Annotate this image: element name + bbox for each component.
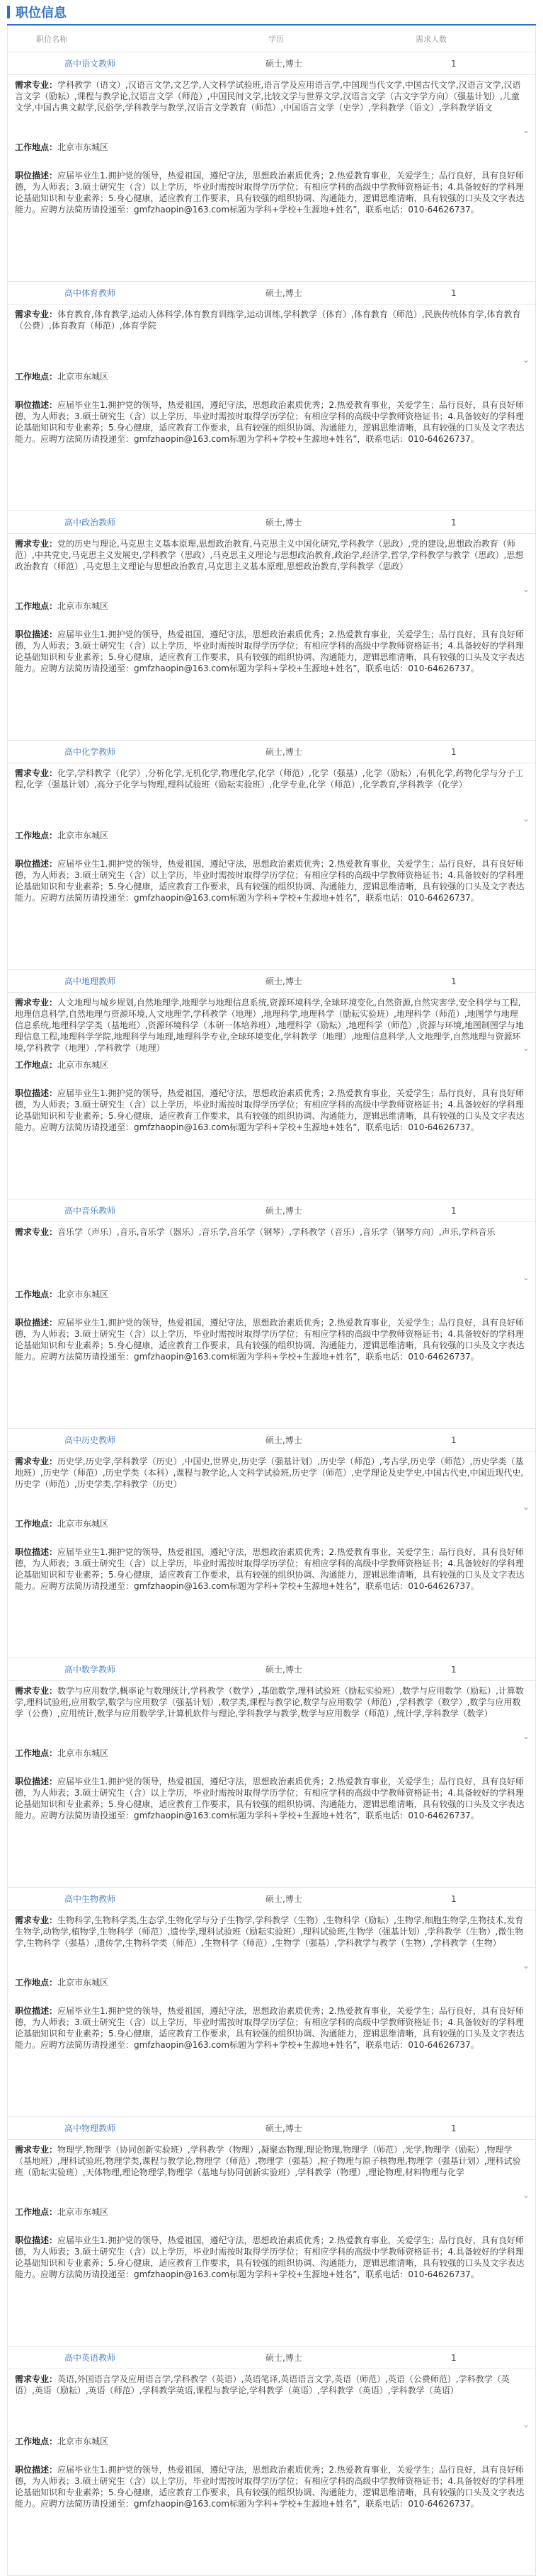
- job-name-link[interactable]: 高中英语教师: [64, 2353, 116, 2363]
- job-majors: [15, 1685, 525, 1743]
- job-description: [15, 1776, 525, 1844]
- job-detail: [8, 763, 535, 926]
- section-header: [7, 0, 536, 25]
- job-majors: [15, 79, 525, 137]
- job-row: [7, 2347, 536, 2576]
- job-row: [7, 1429, 536, 1658]
- job-location: [15, 1977, 525, 1988]
- job-name-link[interactable]: 高中地理教师: [64, 976, 116, 986]
- description-text: 应届毕业生1.拥护党的领导，热爱祖国，遵纪守法，思想政治素质优秀；2.热爱教育事业，关爱学生；品行良好，具有良好师德，为人师表；3.硕士研究生（含）以上学历，毕业时需按时取得学历学位；有相应学科的高级中学教师资格证书；4.具备较好的学科理论基础知识和专业素养；5.身心健康，适应教育工作要求，具有较强的组织协调、沟通能力，逻辑思维清晰，具有较强的口头及文字表达能力。应聘方法简历请投递至：gmfzhaopin@163.com标题为学科+学校+生源地+姓名”，联系电话：010-64626737。: [15, 171, 525, 215]
- description-text: 应届毕业生1.拥护党的领导，热爱祖国，遵纪守法，思想政治素质优秀；2.热爱教育事业，关爱学生；品行良好，具有良好师德，为人师表；3.硕士研究生（含）以上学历，毕业时需按时取得学历学位；有相应学科的高级中学教师资格证书；4.具备较好的学科理论基础知识和专业素养；5.身心健康，适应教育工作要求，具有较强的组织协调、沟通能力，逻辑思维清晰，具有较强的口头及文字表达能力。应聘方法简历请投递至：gmfzhaopin@163.com标题为学科+学校+生源地+姓名”，联系电话：010-64626737。: [15, 1318, 525, 1362]
- job-detail: [8, 1222, 535, 1385]
- chevron-down-icon[interactable]: ⌄: [522, 584, 530, 594]
- job-location: [15, 2206, 525, 2218]
- job-name-link[interactable]: 高中化学教师: [64, 747, 116, 757]
- description-label: 职位描述：: [15, 859, 58, 869]
- job-row-header: [8, 1658, 535, 1681]
- job-education: 硕士,博士: [265, 976, 302, 986]
- major-list: 物理学,物理学（协同创新实验班）,学科教学（物理）,凝聚态物理,理论物理,物理学（师范）,光学,物理学（励耘）,物理学（基地班）,理科试验班,物理学类,课程与教学论,物理学（师范）,物理学（强基）,粒子物理与原子核物理,物理学（强基计划）,理科试验班（励耘实验班）,天体物理,理论物理学,物理学（基地与协同创新实验班）,学科教学（物理）,理论物理,材料物理与化学: [15, 2145, 521, 2177]
- job-name-link[interactable]: 高中语文教师: [64, 59, 116, 69]
- job-majors: [15, 1226, 525, 1284]
- major-label: 需求专业：: [15, 2145, 58, 2155]
- job-list: [7, 52, 536, 2576]
- job-row-header: [8, 1429, 535, 1452]
- job-row: [7, 1888, 536, 2117]
- job-majors: [15, 538, 525, 596]
- major-list: 数学与应用数学,概率论与数理统计,学科教学（数学）,基础数学,理科试验班（励耘实验班）,数学与应用数学（励耘）,计算数学,理科试验班,应用数学,数学与应用数学（强基计划）,数学类,课程与教学论,数学与应用数学（师范）,学科教学（数学）,数学与应用数学（公费）,应用统计,数学与应用数学学,计算机软件与理论,学科教学与教学,数学与应用数学（师范）,统计学,学科教学（数学）: [15, 1686, 524, 1719]
- job-count: 1: [451, 1435, 457, 1445]
- job-name-link[interactable]: 高中生物教师: [64, 1894, 116, 1904]
- chevron-down-icon[interactable]: ⌄: [522, 355, 530, 365]
- job-row: [7, 970, 536, 1199]
- section-title: 职位信息: [16, 6, 67, 21]
- description-label: 职位描述：: [15, 629, 58, 639]
- job-location: [15, 142, 525, 153]
- major-label: 需求专业：: [15, 539, 58, 549]
- description-text: 应届毕业生1.拥护党的领导，热爱祖国，遵纪守法，思想政治素质优秀；2.热爱教育事业，关爱学生；品行良好，具有良好师德，为人师表；3.硕士研究生（含）以上学历，毕业时需按时取得学历学位；有相应学科的高级中学教师资格证书；4.具备较好的学科理论基础知识和专业素养；5.身心健康，适应教育工作要求，具有较强的组织协调、沟通能力，逻辑思维清晰，具有较强的口头及文字表达能力。应聘方法简历请投递至：gmfzhaopin@163.com标题为学科+学校+生源地+姓名”，联系电话：010-64626737。: [15, 2006, 525, 2050]
- description-label: 职位描述：: [15, 171, 58, 181]
- table-header: [7, 25, 536, 52]
- location-label: 工作地点：: [15, 2207, 58, 2217]
- header-accent-bar: [7, 6, 10, 18]
- job-detail: [8, 534, 535, 697]
- location-label: 工作地点：: [15, 142, 58, 152]
- major-list: 历史学,历史学,学科教学（历史）,中国史,世界史,历史学（强基计划）,历史学（师范）,考古学,历史学（师范）,历史学类（基地班）,历史学（师范）,历史学类（本科）,课程与教学论,人文科学试验班,历史学（师范）,史学理论及史学史,中国古代史,中国近现代史,历史学（师范）,历史学类,学科教学（历史）: [15, 1457, 524, 1489]
- description-text: 应届毕业生1.拥护党的领导，热爱祖国，遵纪守法，思想政治素质优秀；2.热爱教育事业，关爱学生；品行良好，具有良好师德，为人师表；3.硕士研究生（含）以上学历，毕业时需按时取得学历学位；有相应学科的高级中学教师资格证书；4.具备较好的学科理论基础知识和专业素养；5.身心健康，适应教育工作要求，具有较强的组织协调、沟通能力，逻辑思维清晰，具有较强的口头及文字表达能力。应聘方法简历请投递至：gmfzhaopin@163.com标题为学科+学校+生源地+姓名”，联系电话：010-64626737。: [15, 629, 525, 673]
- job-row: [7, 2117, 536, 2347]
- job-majors: [15, 2373, 525, 2432]
- chevron-down-icon[interactable]: ⌄: [522, 1502, 530, 1512]
- major-list: 人文地理与城乡规划,自然地理学,地理学与地理信息系统,资源环境科学,全球环境变化,自然资源,自然灾害学,安全科学与工程,地理信息科学,自然地理与资源环境,人文地理学,学科教学（地理）,地理科学,地理科学（励耘实验班）,地理科学（师范）,地图学与地理信息系统,地理科学学类（基地班）,资源环境科学（本研一体培养班）,地理科学（励耘）,地理科学（师范）,资源与环境,地图制图学与地理信息工程,地理科学学院,地理科学与地理,地理科学专业,全球环境变化,学科教学（地理）,地理信息科学,人文地理学,自然地理与资源环境,学科教学（地理）,学科教学（地理）: [15, 998, 524, 1053]
- major-list: 英语,外国语言学及应用语言学,学科教学（英语）,英语笔译,英语语言文学,英语（师范）,英语（公费师范）,学科教学（英语）,英语（励耘）,英语（师范）,学科教学英语,课程与教学论,学科教学（英语）,学科教学（英语）,学科教学（英语）: [15, 2374, 510, 2395]
- column-header-count: 需求人数: [416, 34, 447, 44]
- description-text: 应届毕业生1.拥护党的领导，热爱祖国，遵纪守法，思想政治素质优秀；2.热爱教育事业，关爱学生；品行良好，具有良好师德，为人师表；3.硕士研究生（含）以上学历，毕业时需按时取得学历学位；有相应学科的高级中学教师资格证书；4.具备较好的学科理论基础知识和专业素养；5.身心健康，适应教育工作要求，具有较强的组织协调、沟通能力，逻辑思维清晰，具有较强的口头及文字表达能力。应聘方法简历请投递至：gmfzhaopin@163.com标题为学科+学校+生源地+姓名”，联系电话：010-64626737。: [15, 400, 525, 444]
- job-majors: [15, 997, 525, 1055]
- job-education: 硕士,博士: [265, 2124, 302, 2133]
- job-description: [15, 2235, 525, 2303]
- job-detail: [8, 1910, 535, 2073]
- job-count: 1: [451, 1664, 457, 1675]
- job-description: [15, 1546, 525, 1614]
- location-value: 北京市东城区: [57, 1748, 109, 1758]
- job-row-header: [8, 1888, 535, 1910]
- major-label: 需求专业：: [15, 998, 58, 1008]
- major-label: 需求专业：: [15, 80, 58, 90]
- description-label: 职位描述：: [15, 1547, 58, 1557]
- job-description: [15, 858, 525, 926]
- job-row: [7, 1658, 536, 1888]
- column-header-name: 职位名称: [36, 34, 67, 44]
- job-name-link[interactable]: 高中政治教师: [64, 518, 116, 528]
- location-value: 北京市东城区: [57, 1519, 109, 1529]
- job-education: 硕士,博士: [265, 518, 302, 528]
- job-detail: [8, 2369, 535, 2532]
- description-label: 职位描述：: [15, 2235, 58, 2245]
- location-value: 北京市东城区: [57, 1978, 109, 1988]
- major-label: 需求专业：: [15, 309, 58, 319]
- major-label: 需求专业：: [15, 2374, 58, 2384]
- job-location: [15, 1289, 525, 1300]
- location-value: 北京市东城区: [57, 601, 109, 611]
- chevron-down-icon[interactable]: ⌄: [522, 125, 530, 135]
- job-location: [15, 371, 525, 382]
- job-count: 1: [451, 517, 457, 528]
- description-label: 职位描述：: [15, 1088, 58, 1098]
- job-education: 硕士,博士: [265, 747, 302, 757]
- location-label: 工作地点：: [15, 1289, 58, 1299]
- job-location: [15, 1748, 525, 1759]
- column-header-education: 学历: [268, 34, 284, 44]
- job-count: 1: [451, 1205, 457, 1216]
- major-label: 需求专业：: [15, 1686, 58, 1696]
- description-label: 职位描述：: [15, 400, 58, 410]
- job-location: [15, 600, 525, 612]
- job-count: 1: [451, 2123, 457, 2133]
- major-list: 音乐学（声乐）,音乐,音乐学（器乐）,音乐学,音乐学（钢琴）,学科教学（音乐）,音乐学（钢琴方向）,声乐,学科音乐: [57, 1227, 496, 1237]
- job-row: [7, 52, 536, 282]
- major-list: 化学,学科教学（化学）,分析化学,无机化学,物理化学,化学（师范）,化学（强基）,化学（励耘）,有机化学,药物化学与分子工程,化学（强基计划）,高分子化学与物理,理科试验班（励耘实验班）,化学专业,化学（师范）,化学教育,学科教学（化学）: [15, 768, 524, 790]
- description-text: 应届毕业生1.拥护党的领导，热爱祖国，遵纪守法，思想政治素质优秀；2.热爱教育事业，关爱学生；品行良好，具有良好师德，为人师表；3.硕士研究生（含）以上学历，毕业时需按时取得学历学位；有相应学科的高级中学教师资格证书；4.具备较好的学科理论基础知识和专业素养；5.身心健康，适应教育工作要求，具有较强的组织协调、沟通能力，逻辑思维清晰，具有较强的口头及文字表达能力。应聘方法简历请投递至：gmfzhaopin@163.com标题为学科+学校+生源地+姓名”，联系电话：010-64626737。: [15, 859, 525, 903]
- job-location: [15, 1518, 525, 1529]
- job-detail: [8, 2140, 535, 2303]
- description-label: 职位描述：: [15, 2006, 58, 2016]
- description-text: 应届毕业生1.拥护党的领导，热爱祖国，遵纪守法，思想政治素质优秀；2.热爱教育事业，关爱学生；品行良好，具有良好师德，为人师表；3.硕士研究生（含）以上学历，毕业时需按时取得学历学位；有相应学科的高级中学教师资格证书；4.具备较好的学科理论基础知识和专业素养；5.身心健康，适应教育工作要求，具有较强的组织协调、沟通能力，逻辑思维清晰，具有较强的口头及文字表达能力。应聘方法简历请投递至：gmfzhaopin@163.com标题为学科+学校+生源地+姓名”，联系电话：010-64626737。: [15, 2235, 525, 2279]
- job-row-header: [8, 52, 535, 75]
- location-value: 北京市东城区: [57, 2207, 109, 2217]
- job-detail: [8, 1452, 535, 1614]
- description-text: 应届毕业生1.拥护党的领导，热爱祖国，遵纪守法，思想政治素质优秀；2.热爱教育事业，关爱学生；品行良好，具有良好师德，为人师表；3.硕士研究生（含）以上学历，毕业时需按时取得学历学位；有相应学科的高级中学教师资格证书；4.具备较好的学科理论基础知识和专业素养；5.身心健康，适应教育工作要求，具有较强的组织协调、沟通能力，逻辑思维清晰，具有较强的口头及文字表达能力。应聘方法简历请投递至：gmfzhaopin@163.com标题为学科+学校+生源地+姓名”，联系电话：010-64626737。: [15, 2465, 525, 2509]
- job-row-header: [8, 1199, 535, 1222]
- location-label: 工作地点：: [15, 831, 58, 840]
- description-label: 职位描述：: [15, 1318, 58, 1328]
- job-education: 硕士,博士: [265, 1435, 302, 1445]
- job-description: [15, 2464, 525, 2532]
- job-majors: [15, 1915, 525, 1973]
- job-location: [15, 1059, 525, 1071]
- job-description: [15, 170, 525, 238]
- description-text: 应届毕业生1.拥护党的领导，热爱祖国，遵纪守法，思想政治素质优秀；2.热爱教育事业，关爱学生；品行良好，具有良好师德，为人师表；3.硕士研究生（含）以上学历，毕业时需按时取得学历学位；有相应学科的高级中学教师资格证书；4.具备较好的学科理论基础知识和专业素养；5.身心健康，适应教育工作要求，具有较强的组织协调、沟通能力，逻辑思维清晰，具有较强的口头及文字表达能力。应聘方法简历请投递至：gmfzhaopin@163.com标题为学科+学校+生源地+姓名”，联系电话：010-64626737。: [15, 1547, 525, 1591]
- major-list: 学科教学（语文）,汉语言文学,文艺学,人文科学试验班,语言学及应用语言学,中国现当代文学,中国古代文学,汉语言文学,汉语言文学（励耘）,课程与教学论,汉语言文学（师范）,中国民间文学,比较文学与世界文学,汉语言文学（古文字学方向）（强基计划）,儿童文学,中国古典文献学,民俗学,学科教学与教学,汉语言文学教育（师范）,中国语言文学（史学）,学科教学（语文）,学科教学语文: [15, 80, 521, 113]
- job-name-link[interactable]: 高中历史教师: [64, 1435, 116, 1445]
- job-name-link[interactable]: 高中数学教师: [64, 1665, 116, 1675]
- location-label: 工作地点：: [15, 2437, 58, 2446]
- job-majors: [15, 309, 525, 367]
- job-row-header: [8, 282, 535, 304]
- location-value: 北京市东城区: [57, 831, 109, 840]
- job-description: [15, 2005, 525, 2073]
- major-label: 需求专业：: [15, 768, 58, 778]
- job-education: 硕士,博士: [265, 2353, 302, 2363]
- job-row-header: [8, 970, 535, 993]
- job-row: [7, 1199, 536, 1429]
- chevron-down-icon[interactable]: ⌄: [522, 1731, 530, 1741]
- chevron-down-icon[interactable]: ⌄: [522, 814, 530, 823]
- major-label: 需求专业：: [15, 1457, 58, 1466]
- job-education: 硕士,博士: [265, 1894, 302, 1904]
- job-description: [15, 399, 525, 467]
- job-count: 1: [451, 287, 457, 298]
- location-label: 工作地点：: [15, 601, 58, 611]
- location-value: 北京市东城区: [57, 1060, 109, 1070]
- job-row: [7, 511, 536, 741]
- job-description: [15, 1088, 525, 1156]
- job-detail: [8, 75, 535, 238]
- job-row-header: [8, 2347, 535, 2369]
- job-count: 1: [451, 2352, 457, 2363]
- location-label: 工作地点：: [15, 1519, 58, 1529]
- job-name-link[interactable]: 高中物理教师: [64, 2124, 116, 2133]
- job-education: 硕士,博士: [265, 1206, 302, 1216]
- major-label: 需求专业：: [15, 1227, 58, 1237]
- description-text: 应届毕业生1.拥护党的领导，热爱祖国，遵纪守法，思想政治素质优秀；2.热爱教育事业，关爱学生；品行良好，具有良好师德，为人师表；3.硕士研究生（含）以上学历，毕业时需按时取得学历学位；有相应学科的高级中学教师资格证书；4.具备较好的学科理论基础知识和专业素养；5.身心健康，适应教育工作要求，具有较强的组织协调、沟通能力，逻辑思维清晰，具有较强的口头及文字表达能力。应聘方法简历请投递至：gmfzhaopin@163.com标题为学科+学校+生源地+姓名”，联系电话：010-64626737。: [15, 1777, 525, 1820]
- description-label: 职位描述：: [15, 2465, 58, 2475]
- major-list: 体育教育,体育教学,运动人体科学,体育教育训练学,运动训练,学科教学（体育）,体育教育（师范）,民族传统体育学,体育教育（公费）,体育教育（师范）,体育学院: [15, 309, 521, 331]
- job-majors: [15, 768, 525, 826]
- job-education: 硕士,博士: [265, 1665, 302, 1675]
- description-label: 职位描述：: [15, 1777, 58, 1786]
- location-value: 北京市东城区: [57, 372, 109, 382]
- chevron-down-icon[interactable]: ⌄: [522, 1272, 530, 1282]
- major-label: 需求专业：: [15, 1915, 58, 1925]
- job-detail: [8, 304, 535, 467]
- location-value: 北京市东城区: [57, 142, 109, 152]
- job-row: [7, 741, 536, 970]
- job-location: [15, 830, 525, 841]
- location-label: 工作地点：: [15, 1060, 58, 1070]
- description-text: 应届毕业生1.拥护党的领导，热爱祖国，遵纪守法，思想政治素质优秀；2.热爱教育事业，关爱学生；品行良好，具有良好师德，为人师表；3.硕士研究生（含）以上学历，毕业时需按时取得学历学位；有相应学科的高级中学教师资格证书；4.具备较好的学科理论基础知识和专业素养；5.身心健康，适应教育工作要求，具有较强的组织协调、沟通能力，逻辑思维清晰，具有较强的口头及文字表达能力。应聘方法简历请投递至：gmfzhaopin@163.com标题为学科+学校+生源地+姓名”，联系电话：010-64626737。: [15, 1088, 525, 1132]
- location-label: 工作地点：: [15, 1978, 58, 1988]
- chevron-down-icon[interactable]: ⌄: [522, 1043, 530, 1053]
- job-education: 硕士,博士: [265, 59, 302, 69]
- job-description: [15, 1317, 525, 1385]
- location-label: 工作地点：: [15, 372, 58, 382]
- chevron-down-icon[interactable]: ⌄: [522, 1961, 530, 1971]
- job-detail: [8, 993, 535, 1156]
- location-value: 北京市东城区: [57, 1289, 109, 1299]
- job-education: 硕士,博士: [265, 288, 302, 298]
- location-label: 工作地点：: [15, 1748, 58, 1758]
- job-row-header: [8, 2117, 535, 2140]
- major-list: 生物科学,生物科学类,生态学,生物化学与分子生物学,学科教学（生物）,生物科学（励耘）,生物学,细胞生物学,生物技术,发育生物学,动物学,植物学,生物科学（师范）,遗传学,理科试验班（励耘实验班）,理科试验班,生物学（强基计划）,学科教学（生物）,微生物学,生物科学（强基）,遗传学,生物科学类（师范）,生物科学（师范）,生物学（强基）,学科教学与教学（生物）,学科教学（生物）: [15, 1915, 524, 1948]
- chevron-down-icon[interactable]: ⌄: [522, 2420, 530, 2429]
- job-count: 1: [451, 746, 457, 757]
- job-row: [7, 282, 536, 511]
- job-location: [15, 2436, 525, 2447]
- job-description: [15, 629, 525, 697]
- job-majors: [15, 1456, 525, 1514]
- chevron-down-icon[interactable]: ⌄: [522, 2190, 530, 2200]
- job-detail: [8, 1681, 535, 1844]
- job-count: 1: [451, 58, 457, 69]
- job-name-link[interactable]: 高中音乐教师: [64, 1206, 116, 1216]
- job-row-header: [8, 741, 535, 763]
- job-row-header: [8, 511, 535, 534]
- job-count: 1: [451, 1893, 457, 1904]
- job-name-link[interactable]: 高中体育教师: [64, 288, 116, 298]
- job-majors: [15, 2144, 525, 2202]
- job-count: 1: [451, 976, 457, 986]
- major-list: 党的历史与理论,马克思主义基本原理,思想政治教育,马克思主义中国化研究,学科教学（思政）,党的建设,思想政治教育（师范）,中共党史,马克思主义发展史,学科教学（思政）,马克思主义理论与思想政治教育,政治学,经济学,哲学,学科教学与教学（思政）,思想政治教育（师范）,马克思主义理论与思想政治教育,马克思主义基本原理,思想政治教育,学科教学（思政）: [15, 539, 524, 571]
- location-value: 北京市东城区: [57, 2437, 109, 2446]
